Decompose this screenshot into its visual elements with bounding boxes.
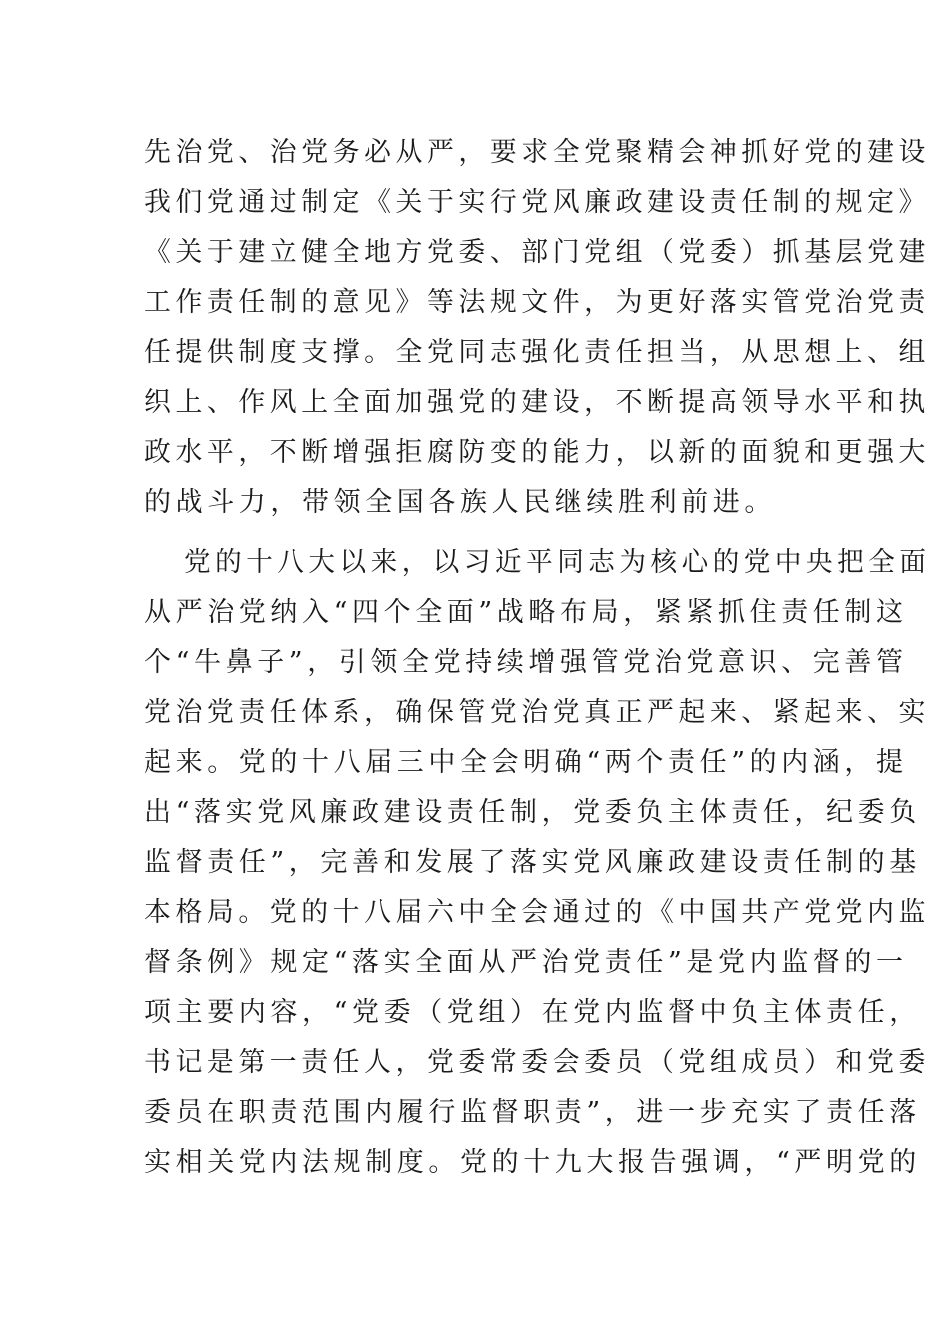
paragraph-line: 个“牛鼻子”，引领全党持续增强管党治党意识、完善管 [144,647,908,678]
paragraph-line: 织上、作风上全面加强党的建设，不断提高领导水平和执 [144,387,930,418]
paragraph-line: 工作责任制的意见》等法规文件，为更好落实管党治党责 [144,287,930,318]
paragraph-line: 我们党通过制定《关于实行党风廉政建设责任制的规定》 [144,187,930,218]
paragraph-line: 先治党、治党务必从严，要求全党聚精会神抓好党的建设 [144,137,930,168]
paragraph-line: 的战斗力，带领全国各族人民继续胜利前进。 [144,487,776,518]
paragraph-line: 《关于建立健全地方党委、部门党组（党委）抓基层党建 [144,237,930,268]
paragraph-line: 党的十八大以来，以习近平同志为核心的党中央把全面 [184,547,931,578]
paragraph-line: 本格局。党的十八届六中全会通过的《中国共产党党内监 [144,897,930,928]
paragraph-line: 任提供制度支撑。全党同志强化责任担当，从思想上、组 [144,337,930,368]
paragraph-line: 从严治党纳入“四个全面”战略布局，紧紧抓住责任制这 [144,597,908,628]
paragraph-line: 政水平，不断增强拒腐防变的能力，以新的面貌和更强大 [144,437,930,468]
paragraph-line: 书记是第一责任人，党委常委会委员（党组成员）和党委 [144,1047,930,1078]
paragraph-line: 出“落实党风廉政建设责任制，党委负主体责任，纪委负 [144,797,921,828]
paragraph-line: 党治党责任体系，确保管党治党真正严起来、紧起来、实 [144,697,930,728]
paragraph-line: 实相关党内法规制度。党的十九大报告强调，“严明党的 [144,1147,921,1178]
paragraph-line: 起来。党的十八届三中全会明确“两个责任”的内涵，提 [144,747,908,778]
paragraph-line: 委员在职责范围内履行监督职责”，进一步充实了责任落 [144,1097,921,1128]
paragraph-line: 监督责任”，完善和发展了落实党风廉政建设责任制的基 [144,847,921,878]
paragraph-line: 督条例》规定“落实全面从严治党责任”是党内监督的一 [144,947,908,978]
paragraph-line: 项主要内容，“党委（党组）在党内监督中负主体责任， [144,997,921,1028]
